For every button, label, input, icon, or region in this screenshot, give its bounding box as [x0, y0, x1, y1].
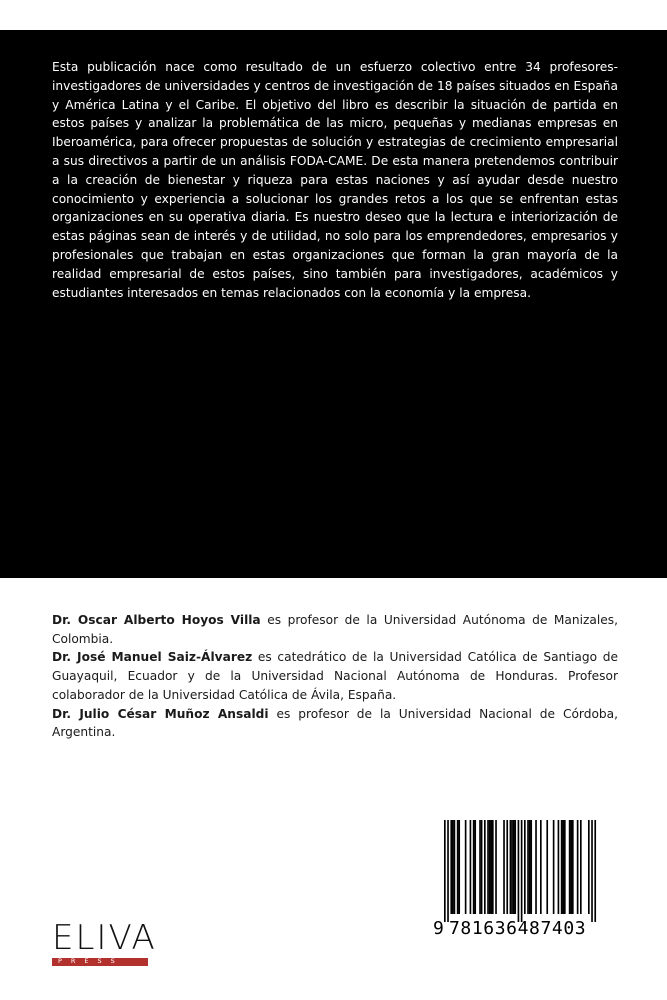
- barcode-bar: [444, 820, 446, 922]
- author-bio: [52, 648, 618, 704]
- barcode-bar: [518, 820, 520, 922]
- barcode-bar: [510, 820, 512, 914]
- barcode-bar: [514, 820, 516, 914]
- top-margin: [0, 0, 667, 30]
- barcode-bar: [529, 820, 531, 914]
- barcode-bar: [562, 820, 564, 914]
- barcode-bar: [521, 820, 523, 922]
- barcode-bar: [484, 820, 486, 914]
- barcode-bar: [503, 820, 505, 914]
- isbn-lead-digit: 9: [433, 918, 444, 939]
- barcode-bar: [487, 820, 489, 914]
- author-name: Dr. Oscar Alberto Hoyos Villa: [52, 613, 261, 627]
- publisher-logo: [52, 918, 157, 968]
- barcode-bars: [430, 812, 600, 924]
- barcode-bar: [473, 820, 475, 914]
- barcode-bar: [569, 820, 571, 914]
- barcode-bar: [524, 820, 526, 914]
- barcode-bar: [530, 820, 532, 914]
- author-bios: [52, 611, 618, 742]
- barcode-bar: [527, 820, 529, 914]
- barcode-bar: [572, 820, 574, 914]
- barcode-bar: [458, 820, 460, 914]
- barcode-bar: [540, 820, 542, 914]
- barcode-bar: [465, 820, 467, 914]
- barcode-bar: [570, 820, 572, 914]
- author-description: es catedrático de la Universidad Católica de Santiago de Guayaquil, Ecuador y de la Universidad Nacional Autónoma de Honduras. Profesor colaborador de la Universidad Católica de Ávila, España.: [52, 650, 618, 702]
- publisher-logo-name: ELIVA: [52, 918, 157, 958]
- barcode-bar: [535, 820, 537, 914]
- barcode-bar: [490, 820, 492, 914]
- barcode-bar: [580, 820, 582, 914]
- barcode-bar: [577, 820, 579, 914]
- barcode-bar: [454, 820, 456, 914]
- author-bio: [52, 705, 618, 742]
- barcode-bar: [474, 820, 476, 914]
- barcode-bar: [558, 820, 560, 914]
- barcode-bar: [450, 820, 452, 914]
- barcode-bar: [492, 820, 494, 914]
- publisher-logo-tagline: PRESS: [58, 957, 124, 965]
- author-description: es profesor de la Universidad Nacional de Córdoba, Argentina.: [52, 706, 619, 740]
- barcode-bar: [591, 820, 593, 922]
- barcode-bar: [564, 820, 566, 914]
- author-description: es profesor de la Universidad Autónoma de Manizales, Colombia.: [52, 613, 618, 646]
- barcode-bar: [553, 820, 555, 914]
- barcode-bar: [546, 820, 548, 914]
- barcode-bar: [470, 820, 472, 914]
- barcode-bar: [594, 820, 596, 922]
- author-bio: [52, 611, 618, 648]
- author-name: Dr. José Manuel Saiz-Álvarez: [52, 650, 253, 665]
- barcode-bar: [506, 820, 508, 914]
- author-name: Dr. Julio César Muñoz Ansaldi: [52, 706, 269, 721]
- barcode-bar: [481, 820, 483, 914]
- barcode-bar: [561, 820, 563, 914]
- barcode-bar: [479, 820, 481, 914]
- barcode-bar: [511, 820, 513, 914]
- barcode-bar: [457, 820, 459, 914]
- barcode-bar: [489, 820, 491, 914]
- barcode-bar: [452, 820, 454, 914]
- book-description: Esta publicación nace como resultado de un esfuerzo colectivo entre 34 profesores-investigadores de universidades y centros de investigación de 18 países situados en España y América Latina y el Caribe. El objetivo del libro es describir la situación de partida en estos países y analizar la problemática de las micro, pequeñas y medianas empresas en Iberoamérica, para ofrecer propuestas de solución y estrategias de crecimiento empresarial a sus directivos a partir de un análisis FODA-CAME. De esta manera pretendemos contribuir a la creación de bienestar y riqueza para estas naciones y así ayudar desde nuestro conocimiento y experiencia a solucionar los grandes retos a los que se enfrentan estas organizaciones en su operativa diaria. Es nuestro deseo que la lectura e interiorización de estas páginas sean de interés y de utilidad, no solo para los emprendedores, empresarios y profesionales que trabajan en estas organizaciones que forman la gran mayoría de la realidad empresarial de estos países, sino también para investigadores, académicos y estudiantes interesados en temas relacionados con la economía y la empresa.: [52, 60, 618, 300]
- barcode-bar: [495, 820, 497, 914]
- isbn-number: 781636487403: [449, 918, 587, 939]
- barcode-bar: [447, 820, 449, 922]
- barcode-bar: [588, 820, 590, 914]
- barcode-bar: [513, 820, 515, 914]
